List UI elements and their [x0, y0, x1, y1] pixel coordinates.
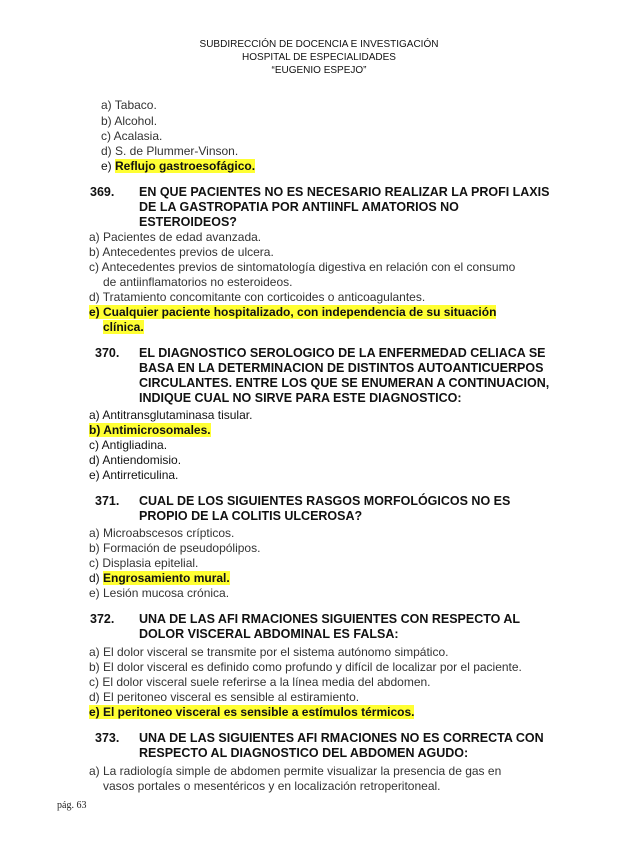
- option-e: e) Antirreticulina.: [89, 468, 179, 482]
- option-c: c) Antigliadina.: [89, 438, 168, 452]
- option-b: b) Alcohol.: [101, 114, 158, 128]
- option-e-correct: [89, 305, 496, 319]
- option-c-continuation: de antiinflamatorios no esteroideos.: [103, 275, 293, 289]
- answer-highlight: Engrosamiento mural.: [103, 571, 230, 585]
- option-a: a) Pacientes de edad avanzada.: [89, 230, 262, 244]
- option-a: a) Microabscesos crípticos.: [89, 526, 235, 540]
- option-c: c) Displasia epitelial.: [89, 556, 199, 570]
- option-e-correct: [89, 705, 414, 719]
- option-e: e) Lesión mucosa crónica.: [89, 586, 230, 600]
- question-number: 373.: [95, 731, 120, 745]
- question-text: UNA DE LAS SIGUIENTES AFI RMACIONES NO ES CORRECTA CON RESPECTO AL DIAGNOSTICO DEL ABDOMEN AGUDO:: [139, 731, 544, 760]
- header-line-3: “EUGENIO ESPEJO”: [271, 65, 367, 76]
- option-b-correct: [89, 423, 211, 437]
- option-e-correct: e) Reflujo gastroesofágico.: [101, 159, 256, 173]
- option-a: a) La radiología simple de abdomen permite visualizar la presencia de gas en: [89, 764, 502, 778]
- option-d: d) Antiendomisio.: [89, 453, 182, 467]
- option-c: c) Acalasia.: [101, 129, 163, 143]
- question-text: CUAL DE LOS SIGUIENTES RASGOS MORFOLÓGICOS NO ES PROPIO DE LA COLITIS ULCEROSA?: [139, 494, 511, 523]
- header-line-2: HOSPITAL DE ESPECIALIDADES: [242, 52, 396, 63]
- header-line-1: SUBDIRECCIÓN DE DOCENCIA E INVESTIGACIÓN: [199, 39, 439, 50]
- question-text: UNA DE LAS AFI RMACIONES SIGUIENTES CON RESPECTO AL DOLOR VISCERAL ABDOMINAL ES FALSA:: [139, 612, 520, 641]
- option-a: a) El dolor visceral se transmite por el sistema autónomo simpático.: [89, 645, 449, 659]
- option-a: a) Tabaco.: [101, 98, 157, 112]
- option-b: b) El dolor visceral es definido como profundo y difícil de localizar por el paciente.: [89, 660, 522, 674]
- option-d-correct: d) Engrosamiento mural.: [89, 571, 230, 585]
- option-e-continuation: clínica.: [103, 320, 144, 334]
- option-c: c) Antecedentes previos de sintomatología digestiva en relación con el consumo: [89, 260, 516, 274]
- option-a: a) Antitransglutaminasa tisular.: [89, 408, 253, 422]
- question-number: 372.: [90, 612, 115, 626]
- option-a-continuation: vasos portales o mesentéricos y en localización retroperitoneal.: [103, 779, 441, 793]
- option-d: d) Tratamiento concomitante con corticoides o anticoagulantes.: [89, 290, 426, 304]
- question-text: EN QUE PACIENTES NO ES NECESARIO REALIZAR LA PROFI LAXIS DE LA GASTROPATIA POR ANTIINFL AMATORIOS NO ESTEROIDEOS?: [139, 185, 550, 229]
- answer-highlight: e) Cualquier paciente hospitalizado, con independencia de su situación: [89, 305, 497, 319]
- question-number: 371.: [95, 494, 120, 508]
- question-number: 369.: [90, 185, 115, 199]
- option-d: d) El peritoneo visceral es sensible al estiramiento.: [89, 690, 360, 704]
- option-c: c) El dolor visceral suele referirse a la línea media del abdomen.: [89, 675, 431, 689]
- answer-highlight: e) El peritoneo visceral es sensible a estímulos térmicos.: [89, 705, 415, 719]
- question-text: EL DIAGNOSTICO SEROLOGICO DE LA ENFERMEDAD CELIACA SE BASA EN LA DETERMINACION DE DISTINTOS AUTOANTICUERPOS CIRCULANTES. ENTRE LOS QUE SE ENUMERAN A CONTINUACION, INDIQUE CUAL NO SIRVE PARA ESTE DIAGNOSTICO:: [139, 346, 550, 405]
- document-header: [0, 38, 638, 77]
- page-number: pág. 63: [57, 800, 87, 811]
- answer-highlight: Reflujo gastroesofágico.: [115, 159, 256, 173]
- option-b: b) Antecedentes previos de ulcera.: [89, 245, 274, 259]
- answer-highlight: b) Antimicrosomales.: [89, 423, 211, 437]
- question-number: 370.: [95, 346, 120, 360]
- option-d: d) S. de Plummer-Vinson.: [101, 144, 239, 158]
- option-b: b) Formación de pseudopólipos.: [89, 541, 261, 555]
